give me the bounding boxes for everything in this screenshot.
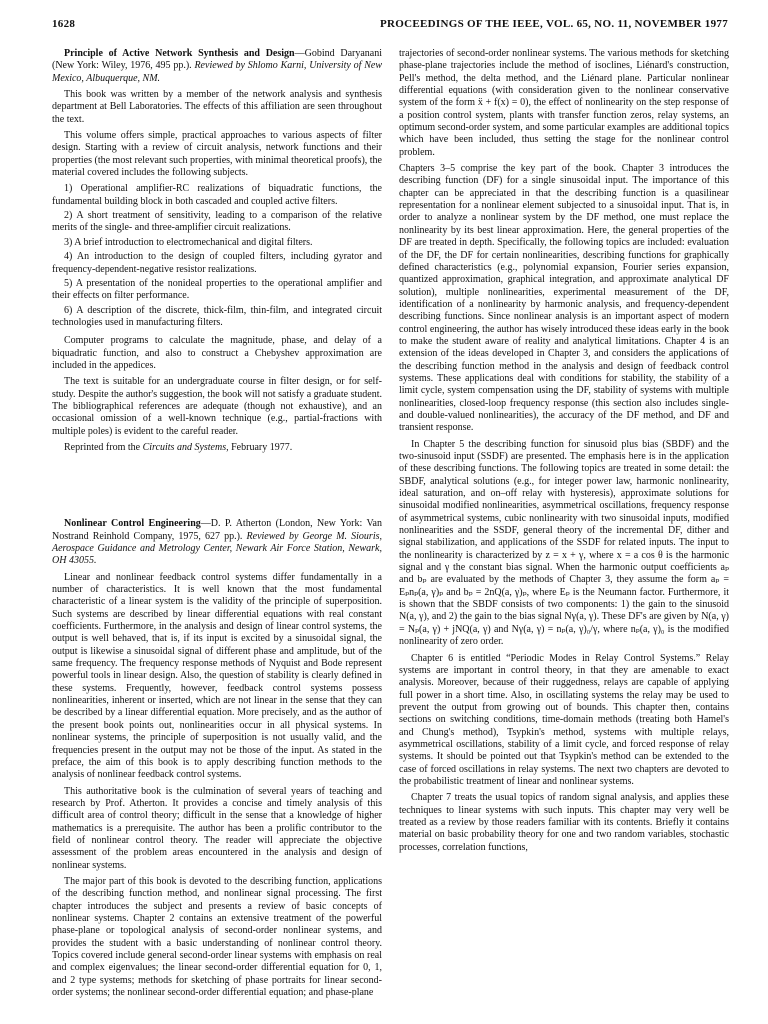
review2-reviewer: Reviewed by George M. Siouris, Aerospace Guidance and Metrology Center, Newark Air Force Station, Newark, OH 43055. (52, 530, 382, 567)
page-number: 1628 (52, 18, 76, 30)
review2-author-publisher: —D. P. Atherton (London, New York: Van Nostrand Reinhold Company, 1975, 627 pp.). (52, 518, 382, 542)
list-item: 6) A description of the discrete, thick-film, thin-film, and integrated circuit technologies used in manufacturing filters. (52, 304, 382, 328)
review1-author-publisher: —Gobind Daryanani (New York: Wiley, 1976, 495 pp.). (52, 48, 383, 72)
review1-paragraph: Computer programs to calculate the magnitude, phase, and delay of a biquadratic function, and also to construct a Chebyshev approximation are included in the appedices. (52, 335, 382, 371)
reprint-prefix: Reprinted from the (64, 441, 143, 453)
left-column (52, 48, 382, 1003)
right-column (399, 48, 729, 858)
review2-paragraph: Chapter 6 is entitled “Periodic Modes in Relay Control Systems.” Relay systems are important in control theory, in that they are amenable to exact analysis. Moreover, because of their ruggedness, relays are capable of applying full power in a short time. Also, in oscillating systems the relay may be used to prevent the output from growing out of bounds. This chapter then, contains sections on switching conditions, time-domain methods (treating both Hamel's and Chung's method), Tsypkin's method, systems with multiple relays, asymmetrical oscillations, stability of a limit cycle, and forced response of relay systems. It should be pointed out that Tsypkin's method can be extended to the case of forced oscillations in relay systems. The next two chapters are devoted to the probabilistic treatment of linear and nonlinear systems. (399, 652, 729, 787)
review1-paragraph: The text is suitable for an undergraduate course in filter design, or for self-study. Despite the author's suggestion, the book will not satisfy a graduate student. The bibliographical references are adequate (though not exhaustive), and an occasional omission of a well-known technique (e.g., partial-fractions with multiple poles) is evident to the careful reader. (52, 376, 382, 437)
review1-heading (52, 48, 382, 85)
review1-book-title: Principle of Active Network Synthesis and Design (64, 48, 295, 59)
review1-reviewer: Reviewed by Shlomo Karni, University of New Mexico, Albuquerque, NM. (52, 60, 382, 84)
review2-paragraph: Chapters 3–5 comprise the key part of the book. Chapter 3 introduces the describing function (DF) for a single sinusoidal input. The importance of this chapter can be appreciated in that the describing function is a quasilinear representation for a nonlinear element subjected to a sinusoidal input. That is, in order to analyze a nonlinear system by the DF method, one must replace the nonlinearity by its best linear approximation. Here, the general properties of the DF are treated in depth. Specifically, the following topics are included: evaluation of the DF, the DF for certain nonlinearities, describing functions for graphically defined characteristics (e.g., polynomial expansion, Fourier series expansion, quantized approximation, graphical integration, and approximate analytical DF solution), multiple nonlinearities, experimental measurement of the DF, identification of a nonlinearity by harmonic analysis, and frequency-dependent describing functions. Since nonlinear analysis is an important aspect of modern control engineering, the author has wisely introduced these ideas early in the book to make the student aware of reality and analytical limitations. Chapter 4 is an extension of the ideas developed in Chapter 3, and considers the applications of the describing function method in the analysis and design of feedback control systems. These applications deal with conditions for stability, the stability of a limit cycle, system compensation using the DF, stability of systems with multiple nonlinearities, closed-loop frequency response (this section also includes single- and double-valued nonlinearities), the accuracy of the DF method, and DF and transient response. (399, 163, 729, 434)
reprint-note (52, 442, 382, 454)
list-item: 3) A brief introduction to electromechanical and digital filters. (64, 236, 313, 248)
list-item: 2) A short treatment of sensitivity, leading to a comparison of the relative merits of the single- and three-amplifier circuit realizations. (52, 210, 382, 234)
review2-paragraph: This authoritative book is the culmination of several years of teaching and research by Prof. Atherton. It provides a concise and timely analysis of this difficult area of control theory; difficult in the sense that a knowledge of higher mathematics is a prerequisite. The author has been a prolific contributor to the field of nonlinear control theory. The reader will appreciate the objective assessment of the problem areas encountered in the analysis and design of nonlinear systems. (52, 785, 382, 871)
review1-paragraph: This volume offers simple, practical approaches to various aspects of filter design. Starting with a review of circuit analysis, network functions and their properties (the most relevant such properties, with minimal theoretical proofs), the material covered includes the following subjects. (52, 130, 382, 179)
review2-paragraph-continued: trajectories of second-order nonlinear systems. The various methods for sketching phase-plane trajectories include the method of isoclines, Liénard's construction, Pell's method, the delta method, and the Liénard plane. Particular nonlinear differential equations (with consideration given to the nonlinear conservative system of the form ẍ + f(x) = 0), the effect of nonlinearity on the step response of a position control system, plants with transfer function zeros, relay systems, an optimum second-order system, and some particular examples are additional topics which have been included, thus setting the stage for the nonlinear control problem. (399, 48, 729, 158)
review1-subject-list (52, 183, 382, 329)
reprint-source: Circuits and Systems, (142, 441, 229, 453)
review1-paragraph: This book was written by a member of the network analysis and synthesis department at Bell Laboratories. The effects of this affiliation are seen throughout the text. (52, 89, 382, 125)
review2-book-title: Nonlinear Control Engineering (64, 518, 201, 530)
page-header (52, 18, 728, 34)
journal-running-head: PROCEEDINGS OF THE IEEE, VOL. 65, NO. 11, NOVEMBER 1977 (380, 18, 728, 30)
review2-paragraph: Linear and nonlinear feedback control systems differ fundamentally in a number of characteristics. It is well known that the most fundamental characteristic of a linear system is the validity of the principle of superposition. Such systems are described by linear differential equations with real constant coefficients. Furthermore, in the analysis and design of linear control systems, the output is well behaved, that is, if its input is excited by a sinusoidal signal, the output is likewise a sinusoidal signal of different phase and amplitude, but of the same frequency. The frequency response methods of Nyquist and Bode represent powerful tools in linear design. Also, the question of stability is clearly defined in these systems. Frequently, however, feedback control systems possess nonlinearities, inherent or inserted, which are not linear in the sense that they can be described by a linear differential equation. More precisely, and as the author of the present book points out, nonlinearities occur in all physical systems. In nonlinear systems, the principle of superposition is not usually valid, and the frequencies present in the output may not be those of the input. As stated in the preface, the aim of this book is to apply describing function methods to the analysis of nonlinear feedback control systems. (52, 571, 382, 781)
reprint-date: February 1977. (228, 441, 293, 453)
list-item: 1) Operational amplifier-RC realizations of biquadratic functions, the fundamental building block in both cascaded and coupled active filters. (52, 183, 382, 207)
review2-paragraph: In Chapter 5 the describing function for sinusoid plus bias (SBDF) and the two-sinusoid input (SSDF) are presented. The emphasis here is in the application of these describing functions. The following topics are treated in some detail: the SBDF, analytical solutions (e.g., for integer power law, harmonic nonlinearity, ideal saturation, and on–off relay with hysteresis), approximate solutions for sinusoidal modified nonlinearities, asymmetrical oscillations, frequency response of asymmetrical systems, cubic nonlinearity with two sinusoidal inputs, modified nonlinearities and the SSDF, general theory of the incremental DF, dither and signal stabilization, and applications of the SSDF for related inputs. The input to the nonlinearity is characterized by z = x + γ, where x = a cos θ is the harmonic signal and γ the constant bias signal. When the harmonic output coefficients aₚ and bₚ are evaluated by the methods of Chapter 3, they assume the form aₚ = Eₚnₚ(a, γ)ₚ and bₚ = 2nQ(a, γ)ₚ, where Eₚ is the Neumann factor. Furthermore, it is shown that the SBDF consists of two components: 1) the gain to the sinusoid N(a, γ), and 2) the gain to the bias signal Nγ(a, γ). These DF's are given by N(a, γ) = Nₚ(a, γ) + jNQ(a, γ) and Nγ(a, γ) = nₚ(a, γ)₀/γ, where nₚ(a, γ)₀ is the modified nonlinearity of zero order. (399, 438, 729, 648)
list-item: 4) An introduction to the design of coupled filters, including gyrator and frequency-dependent-negative resistor realizations. (52, 251, 382, 275)
review2-paragraph: Chapter 7 treats the usual topics of random signal analysis, and applies these techniques to linear systems with such inputs. This chapter may very well be treated as a review by those readers familiar with its contents. Briefly it contains material on basic probability theory for one and two random variables, stochastic processes, correlation functions, (399, 792, 729, 853)
review2-paragraph: The major part of this book is devoted to the describing function, applications of the describing function method, and nonlinear signal processing. The first chapter introduces the subject and presents a review of basic concepts of nonlinear systems. Chapter 2 contains an extensive treatment of the powerful phase-plane or topological analysis of second-order nonlinear systems, and provides the student with a basic understanding of nonlinear control theory. Topics covered include general second-order linear systems with emphasis on real and complex eigenvalues; the linear second-order differential equation for 0, 1, and 2 type systems; methods for sketching of phase portraits for linear second-order systems; the nonlinear second-order differential equation; and phase-plane (52, 875, 382, 999)
review2-heading (52, 518, 382, 567)
list-item: 5) A presentation of the nonideal properties to the operational amplifier and their effects on filter performance. (52, 277, 382, 302)
